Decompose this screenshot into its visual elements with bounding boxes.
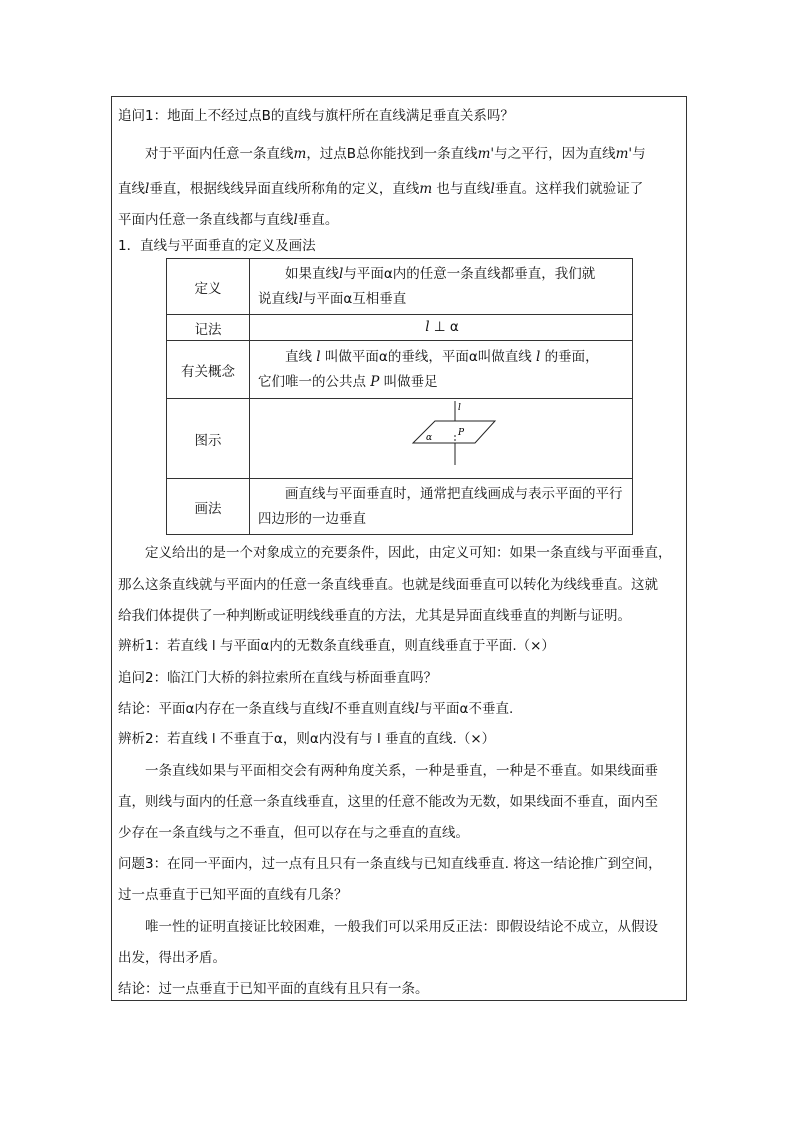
value-definition: 如果直线l与平面α内的任意一条直线都垂直，我们就 说直线l与平面α互相垂直	[250, 259, 633, 315]
discussion-line-2: 那么这条直线就与平面内的任意一条直线垂直。也就是线面垂直可以转化为线线垂直。这就	[118, 577, 658, 593]
conclusion-1: 结论：平面α内存在一条直线与直线l不垂直则直线l与平面α不垂直.	[118, 701, 514, 717]
value-figure	[250, 399, 633, 479]
question-2: 追问2：临江门大桥的斜拉索所在直线与桥面垂直吗？	[118, 670, 438, 686]
question-3-line-2: 过一点垂直于已知平面的直线有几条？	[118, 887, 348, 903]
label-drawing: 画法	[167, 479, 250, 535]
explanation-line-1: 一条直线如果与平面相交会有两种角度关系，一种是垂直，一种是不垂直。如果线面垂	[145, 763, 658, 779]
table-row-notation	[167, 315, 633, 341]
definition-table	[166, 258, 633, 535]
table-row-figure	[167, 399, 633, 479]
label-notation: 记法	[167, 315, 250, 341]
figure-label-alpha: α	[426, 433, 433, 443]
explanation-line-2: 直，则线与面内的任意一条直线垂直，这里的任意不能改为无数，如果线面不垂直，面内至	[118, 794, 658, 810]
label-figure: 图示	[167, 399, 250, 479]
table-row-drawing	[167, 479, 633, 535]
paragraph-1-line-3: 平面内任意一条直线都与直线l垂直。	[118, 212, 339, 228]
line-plane-figure	[250, 399, 632, 478]
question-1: 追问1：地面上不经过点B的直线与旗杆所在直线满足垂直关系吗？	[118, 108, 514, 124]
explanation-line-3: 少存在一条直线与之不垂直，但可以存在与之垂直的直线。	[118, 825, 469, 841]
value-concepts: 直线 l 叫做平面α的垂线，平面α叫做直线 l 的垂面， 它们唯一的公共点 P 叫做垂足	[250, 341, 633, 399]
conclusion-2: 结论：过一点垂直于已知平面的直线有且只有一条。	[118, 981, 429, 997]
discussion-line-3: 给我们体提供了一种判断或证明线线垂直的方法，尤其是异面直线垂直的判断与证明。	[118, 608, 631, 624]
label-definition: 定义	[167, 259, 250, 315]
table-row-concepts	[167, 341, 633, 399]
uniqueness-line-1: 唯一性的证明直接证比较困难，一般我们可以采用反正法：即假设结论不成立，从假设	[145, 919, 658, 935]
analysis-2: 辨析2：若直线 l 不垂直于α，则α内没有与 l 垂直的直线.（×）	[118, 731, 496, 747]
figure-label-l: l	[458, 403, 461, 413]
value-notation: l ⊥ α	[250, 315, 633, 341]
paragraph-1-line-2: 直线l垂直，根据线线异面直线所称角的定义，直线m 也与直线l垂直。这样我们就验证了	[118, 181, 644, 197]
analysis-1: 辨析1：若直线 l 与平面α内的无数条直线垂直，则直线垂直于平面.（×）	[118, 638, 555, 654]
discussion-line-1: 定义给出的是一个对象成立的充要条件，因此，由定义可知：如果一条直线与平面垂直，	[145, 545, 672, 561]
uniqueness-line-2: 出发，得出矛盾。	[118, 950, 226, 966]
table-row-definition	[167, 259, 633, 315]
question-3-line-1: 问题3：在同一平面内，过一点有且只有一条直线与已知直线垂直. 将这一结论推广到空间，	[118, 856, 662, 872]
value-drawing: 画直线与平面垂直时，通常把直线画成与表示平面的平行 四边形的一边垂直	[250, 479, 633, 535]
section-heading: 1．直线与平面垂直的定义及画法	[118, 238, 316, 254]
paragraph-1-line-1: 对于平面内任意一条直线m，过点B总你能找到一条直线m'与之平行，因为直线m'与	[145, 146, 646, 162]
figure-label-p: P	[458, 428, 465, 438]
label-concepts: 有关概念	[167, 341, 250, 399]
